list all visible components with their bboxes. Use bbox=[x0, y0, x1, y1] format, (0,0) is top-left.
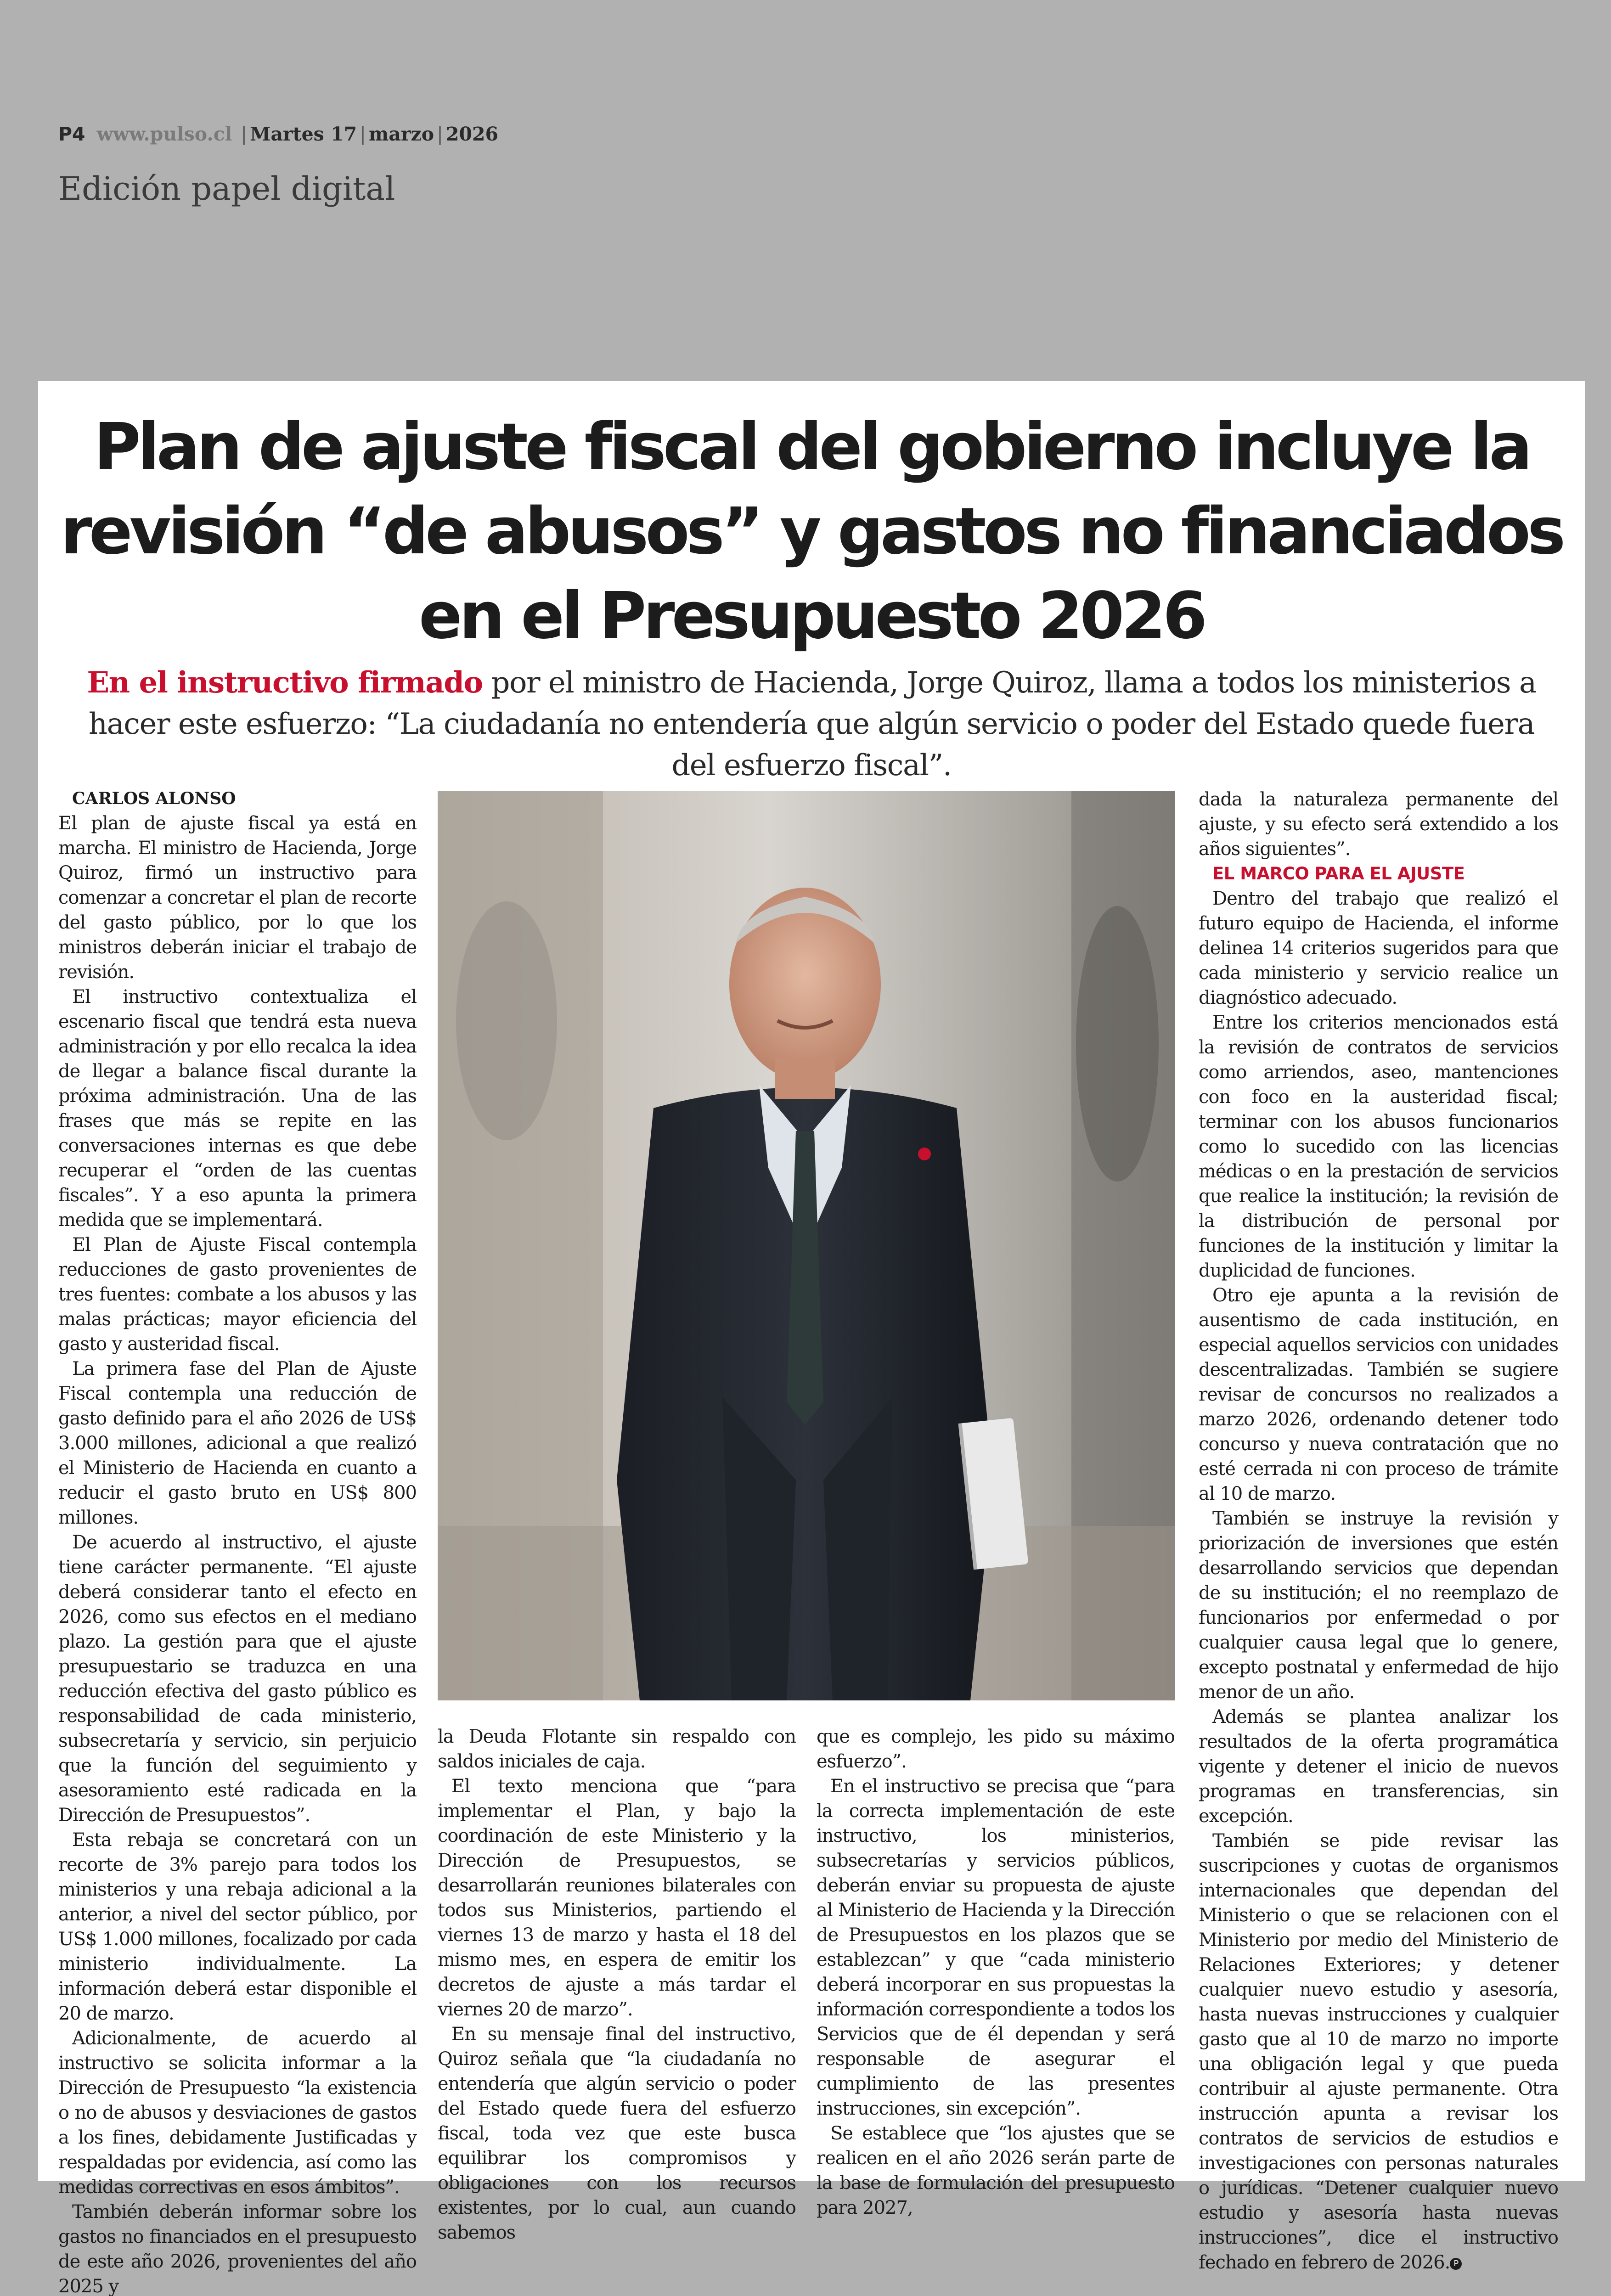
paragraph: En el instructivo se precisa que “para la correcta implementación de este instructivo, los ministerios, subsecretarías y servicios públicos, deberán enviar su propuesta de ajuste al Ministerio de Hacienda y la Dirección de Presupuestos en los plazos que se establezcan” y que “cada ministerio deberá incorporar en sus propuestas la información correspondiente a todos los Servicios que de él dependan y será responsable de asegurar el cumplimiento de las presentes instrucciones, sin excepción”. bbox=[817, 1776, 1175, 2119]
date-day: Martes 17 bbox=[250, 123, 357, 145]
column-4 bbox=[1199, 787, 1558, 2273]
masthead: P4 www.pulso.cl | Martes 17 | marzo | 2026 bbox=[58, 123, 499, 145]
article-page bbox=[38, 381, 1585, 2296]
edition-label: Edición papel digital bbox=[58, 170, 395, 208]
minister-photo-icon bbox=[438, 791, 1175, 1700]
paragraph: que es complejo, les pido su máximo esfuerzo”. bbox=[817, 1726, 1175, 1772]
paragraph: Entre los criterios mencionados está la revisión de contratos de servicios como arriendos, aseo, mantenciones con foco en la austeridad fiscal; terminar con los abusos funcionarios como lo sucedido con las licencias médicas o en la prestación de servicios que realice la institución; la revisión de la distribución de personal por funciones de la institución y limitar la duplicidad de funciones. bbox=[1199, 1012, 1558, 1281]
paragraph: También se instruye la revisión y priorización de inversiones que estén desarrollando servicios que dependan de su institución; el no reemplazo de funcionarios por enfermedad o por cualquier causa legal que lo genere, excepto postnatal y enfermedad de hijo menor de un año. bbox=[1199, 1508, 1558, 1703]
paragraph-text: También se pide revisar las suscripciones y cuotas de organismos internacionales que dependan del Ministerio o que se relacionen con el Ministerio por medio del Ministerio de Relaciones Exteriores; y detener cualquier nuevo estudio y asesoría, hasta nuevas instrucciones y cualquier gasto que al 10 de marzo no importe una obligación legal y que pueda contribuir al ajuste permanente. Otra instrucción apunta a revisar los contratos de servicios de estudios e investigaciones con personas naturales o jurídicas. “Detener cualquier nuevo estudio y asesoría hasta nuevas instrucciones”, dice el instructivo fechado en febrero de 2026. bbox=[1199, 1830, 1558, 2273]
paragraph bbox=[1199, 1829, 1558, 2275]
byline: CARLOS ALONSO bbox=[72, 789, 236, 808]
paragraph: El instructivo contextualiza el escenario fiscal que tendrá esta nueva administración y por ello recalca la idea de llegar a balance fiscal durante la próxima administración. Una de las frases que más se repite en las conversaciones internas es que debe recuperar el “orden de las cuentas fiscales”. Y a eso apunta la primera medida que se implementará. bbox=[58, 986, 417, 1231]
paragraph: El plan de ajuste fiscal ya está en marcha. El ministro de Hacienda, Jorge Quiroz, firmó un instructivo para comenzar a concretar el plan de recorte del gasto público, por lo que los ministros deberán iniciar el trabajo de revisión. bbox=[58, 813, 417, 983]
article-headline: Plan de ajuste fiscal del gobierno incluye la revisión “de abusos” y gastos no financiados en el Presupuesto 2026 bbox=[60, 410, 1563, 653]
paragraph: Esta rebaja se concretará con un recorte de 3% parejo para todos los ministerios y una rebaja adicional a la anterior, a nivel del sector público, por US$ 1.000 millones, focalizado por cada ministerio individualmente. La información deberá estar disponible el 20 de marzo. bbox=[58, 1829, 417, 2024]
column-3 bbox=[817, 1724, 1175, 2218]
deck-highlight: En el instructivo firmado bbox=[87, 665, 483, 700]
minister-photo bbox=[438, 791, 1175, 1700]
date-year: 2026 bbox=[445, 123, 499, 145]
column-1 bbox=[58, 786, 417, 2296]
article-deck bbox=[66, 662, 1557, 786]
paragraph: Otro eje apunta a la revisión de ausentismo de cada institución, en especial aquellos servicios con unidades descentralizadas. También se sugiere revisar de concursos no realizados a marzo 2026, ordenando detener todo concurso y nueva contratación que no esté cerrada ni con proceso de trámite al 10 de marzo. bbox=[1199, 1285, 1558, 1504]
deck-text: por el ministro de Hacienda, Jorge Quiroz, llama a todos los ministerios a hacer este esfuerzo: “La ciudadanía no entendería que algún servicio o poder del Estado quede fuera del esfuerzo fiscal”. bbox=[88, 666, 1536, 782]
paragraph: Adicionalmente, de acuerdo al instructivo se solicita informar a la Dirección de Presupuesto “la existencia o no de abusos y desviaciones de gastos a los fines, debidamente Justificadas y respaldadas por evidencia, así como las medidas correctivas en esos ámbitos”. bbox=[58, 2028, 417, 2198]
paragraph: la Deuda Flotante sin respaldo con saldos iniciales de caja. bbox=[438, 1726, 796, 1772]
date-month: marzo bbox=[368, 123, 434, 145]
page-number: P4 bbox=[58, 123, 85, 145]
paragraph: Además se plantea analizar los resultados de la oferta programática vigente y detener el inicio de nuevos programas en transferencias, sin excepción. bbox=[1199, 1706, 1558, 1827]
paragraph: También deberán informar sobre los gastos no financiados en el presupuesto de este año 2026, provenientes del año 2025 y bbox=[58, 2201, 417, 2296]
paragraph: El texto menciona que “para implementar el Plan, y bajo la coordinación de este Ministerio y la Dirección de Presupuestos, se desarrollarán reuniones bilaterales con todos sus Ministerios, partiendo el viernes 13 de marzo y hasta el 18 del mismo mes, en espera de emitir los decretos de ajuste a más tardar el viernes 20 de marzo”. bbox=[438, 1776, 796, 2020]
end-mark-icon: P bbox=[1450, 2258, 1462, 2270]
paragraph: dada la naturaleza permanente del ajuste, y su efecto será extendido a los años siguientes”. bbox=[1199, 789, 1558, 860]
paragraph: El Plan de Ajuste Fiscal contempla reducciones de gasto provenientes de tres fuentes: combate a los abusos y las malas prácticas; mayor eficiencia del gasto y austeridad fiscal. bbox=[58, 1234, 417, 1355]
paragraph: Dentro del trabajo que realizó el futuro equipo de Hacienda, el informe delinea 14 criterios sugeridos para que cada ministerio y servicio realice un diagnóstico adecuado. bbox=[1199, 888, 1558, 1008]
paragraph: Se establece que “los ajustes que se realicen en el año 2026 serán parte de la base de formulación del presupuesto para 2027, bbox=[817, 2123, 1175, 2218]
section-subhead: EL MARCO PARA EL AJUSTE bbox=[1212, 864, 1465, 884]
paragraph: En su mensaje final del instructivo, Quiroz señala que “la ciudadanía no entendería que algún servicio o poder del Estado quede fuera del esfuerzo fiscal, toda vez que este busca equilibrar los compromisos y obligaciones con los recursos existentes, por lo cual, aun cuando sabemos bbox=[438, 2024, 796, 2243]
paragraph: De acuerdo al instructivo, el ajuste tiene carácter permanente. “El ajuste deberá considerar tanto el efecto en 2026, como sus efectos en el mediano plazo. La gestión para que el ajuste presupuestario se traduzca en una reducción efectiva del gasto público es responsabilidad de cada ministerio, subsecretaría y servicio, sin perjuicio que la función del seguimiento y asesoramiento esté radicada en la Dirección de Presupuestos”. bbox=[58, 1532, 417, 1826]
paragraph: La primera fase del Plan de Ajuste Fiscal contempla una reducción de gasto definido para el año 2026 de US$ 3.000 millones, adicional a que realizó el Ministerio de Hacienda en cuanto a reducir el gasto bruto en US$ 800 millones. bbox=[58, 1358, 417, 1528]
site-url[interactable]: www.pulso.cl bbox=[96, 123, 232, 145]
column-2 bbox=[438, 1724, 796, 2243]
